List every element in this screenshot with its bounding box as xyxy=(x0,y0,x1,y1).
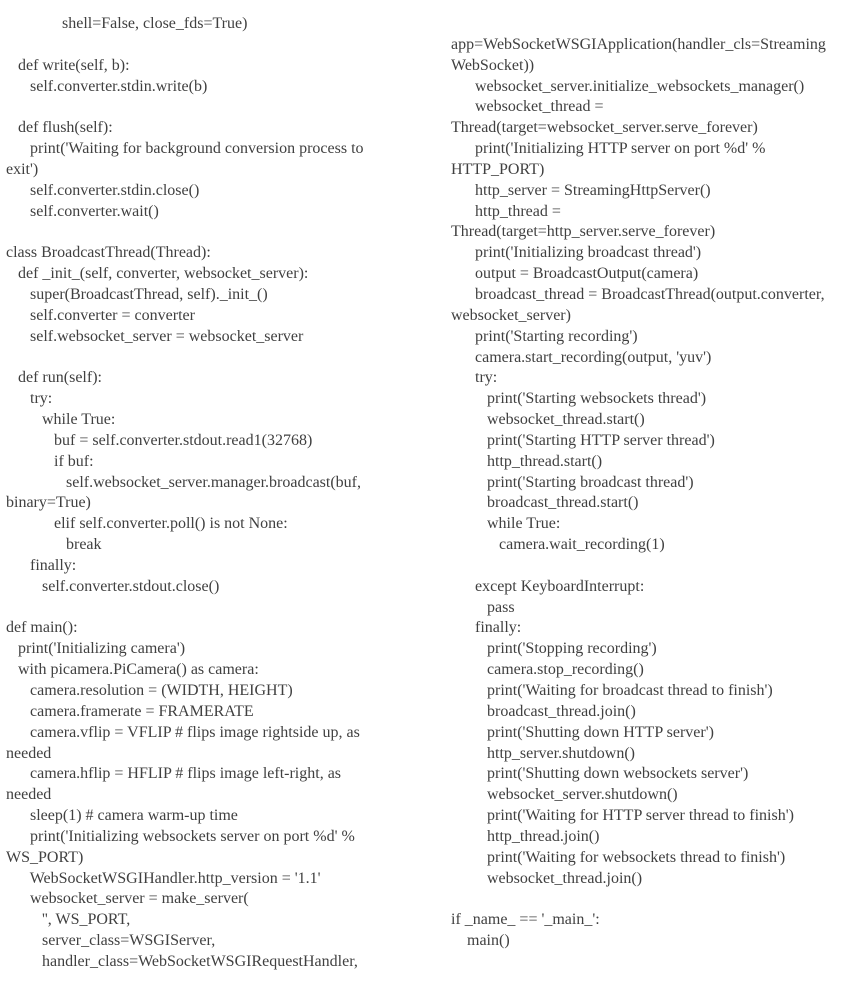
code-line: WS_PORT) xyxy=(6,848,84,866)
code-line: print('Initializing websockets server on port %d' % xyxy=(6,827,355,845)
code-line: print('Starting broadcast thread') xyxy=(451,473,694,491)
code-line: camera.stop_recording() xyxy=(451,661,644,679)
code-line: def main(): xyxy=(6,619,78,637)
code-line: broadcast_thread.join() xyxy=(451,702,636,720)
code-line: needed xyxy=(6,744,52,762)
code-line: print('Starting websockets thread') xyxy=(451,390,707,408)
code-line: binary=True) xyxy=(6,494,91,512)
code-line: print('Starting recording') xyxy=(451,327,638,345)
code-line: websocket_server.shutdown() xyxy=(451,786,678,804)
code-line: except KeyboardInterrupt: xyxy=(451,577,645,595)
code-line: camera.resolution = (WIDTH, HEIGHT) xyxy=(6,682,293,699)
code-line: http_server = StreamingHttpServer() xyxy=(451,181,711,199)
code-line: finally: xyxy=(451,619,522,637)
code-line: camera.start_recording(output, 'yuv') xyxy=(451,348,712,366)
code-line: main() xyxy=(451,932,510,950)
code-line xyxy=(451,14,839,35)
code-line: needed xyxy=(6,786,52,804)
code-line: camera.vflip = VFLIP # flips image rightside up, as xyxy=(6,723,360,741)
code-line xyxy=(451,556,839,577)
code-line: def write(self, b): xyxy=(6,56,130,74)
code-line: buf = self.converter.stdout.read1(32768) xyxy=(6,431,313,449)
code-line: WebSocket)) xyxy=(451,56,535,74)
code-line: if buf: xyxy=(6,452,94,470)
code-line: class BroadcastThread(Thread): xyxy=(6,244,211,262)
code-line xyxy=(6,35,418,56)
code-line: super(BroadcastThread, self)._init_() xyxy=(6,285,268,303)
code-line: handler_class=WebSocketWSGIRequestHandler, xyxy=(6,952,358,970)
code-line: camera.wait_recording(1) xyxy=(451,536,665,554)
code-line: Thread(target=websocket_server.serve_forever) xyxy=(451,119,758,137)
code-line: HTTP_PORT) xyxy=(451,160,545,178)
code-line: self.converter = converter xyxy=(6,306,195,324)
code-line: print('Waiting for background conversion process to xyxy=(6,140,364,158)
code-line: print('Initializing broadcast thread') xyxy=(451,244,702,262)
code-line: if _name_ == '_main_': xyxy=(451,911,600,929)
code-line: pass xyxy=(451,598,515,616)
code-line: http_server.shutdown() xyxy=(451,744,635,762)
code-line: print('Stopping recording') xyxy=(451,640,657,658)
code-line: print('Shutting down websockets server') xyxy=(451,765,749,783)
code-line: self.converter.stdin.write(b) xyxy=(6,77,208,95)
code-line xyxy=(6,348,418,369)
code-line: print('Waiting for HTTP server thread to finish') xyxy=(451,807,794,825)
code-column-right xyxy=(451,14,839,952)
code-line: finally: xyxy=(6,556,77,574)
code-line: http_thread.start() xyxy=(451,452,603,470)
code-line: self.websocket_server.manager.broadcast(buf, xyxy=(6,473,361,491)
code-line: break xyxy=(6,536,102,554)
code-line: shell=False, close_fds=True) xyxy=(6,15,248,32)
code-line: print('Starting HTTP server thread') xyxy=(451,431,715,449)
code-line: with picamera.PiCamera() as camera: xyxy=(6,661,259,679)
code-line: websocket_server = make_server( xyxy=(6,890,249,908)
code-line: print('Shutting down HTTP server') xyxy=(451,723,714,741)
code-line: print('Waiting for broadcast thread to finish') xyxy=(451,682,773,699)
code-column-left xyxy=(6,14,418,973)
code-line: camera.framerate = FRAMERATE xyxy=(6,702,254,720)
code-line: try: xyxy=(451,369,498,387)
code-line: server_class=WSGIServer, xyxy=(6,932,216,950)
code-line: exit') xyxy=(6,160,39,178)
code-line xyxy=(6,97,418,118)
code-line: websocket_server.initialize_websockets_manager() xyxy=(451,77,805,95)
code-line: camera.hflip = HFLIP # flips image left-right, as xyxy=(6,765,342,783)
code-line: print('Waiting for websockets thread to finish') xyxy=(451,848,786,866)
code-line: print('Initializing HTTP server on port %d' % xyxy=(451,140,766,158)
code-line xyxy=(6,222,418,243)
code-line: Thread(target=http_server.serve_forever) xyxy=(451,223,716,241)
code-line: def run(self): xyxy=(6,369,102,387)
code-line: self.converter.wait() xyxy=(6,202,159,220)
code-line: print('Initializing camera') xyxy=(6,640,186,658)
code-line: self.converter.stdin.close() xyxy=(6,181,200,199)
code-line: '', WS_PORT, xyxy=(6,911,131,929)
code-line xyxy=(6,598,418,619)
code-line: self.websocket_server = websocket_server xyxy=(6,327,304,345)
code-line: app=WebSocketWSGIApplication(handler_cls=Streaming xyxy=(451,35,826,53)
code-line: broadcast_thread = BroadcastThread(output.converter, xyxy=(451,285,825,303)
code-line: broadcast_thread.start() xyxy=(451,494,639,512)
code-line: output = BroadcastOutput(camera) xyxy=(451,265,699,283)
code-line: websocket_thread = xyxy=(451,98,604,116)
code-line: websocket_server) xyxy=(451,306,571,324)
code-line: self.converter.stdout.close() xyxy=(6,577,220,595)
code-line: while True: xyxy=(6,411,116,429)
code-line: websocket_thread.join() xyxy=(451,869,643,887)
code-line: def flush(self): xyxy=(6,119,113,137)
code-line: http_thread = xyxy=(451,202,561,220)
code-line: elif self.converter.poll() is not None: xyxy=(6,515,288,533)
code-line: WebSocketWSGIHandler.http_version = '1.1' xyxy=(6,869,321,887)
code-line: def _init_(self, converter, websocket_server): xyxy=(6,265,309,283)
code-line: http_thread.join() xyxy=(451,827,600,845)
code-line: try: xyxy=(6,390,53,408)
code-line: while True: xyxy=(451,515,561,533)
code-line: websocket_thread.start() xyxy=(451,411,645,429)
code-line xyxy=(451,889,839,910)
code-line: sleep(1) # camera warm-up time xyxy=(6,807,238,825)
